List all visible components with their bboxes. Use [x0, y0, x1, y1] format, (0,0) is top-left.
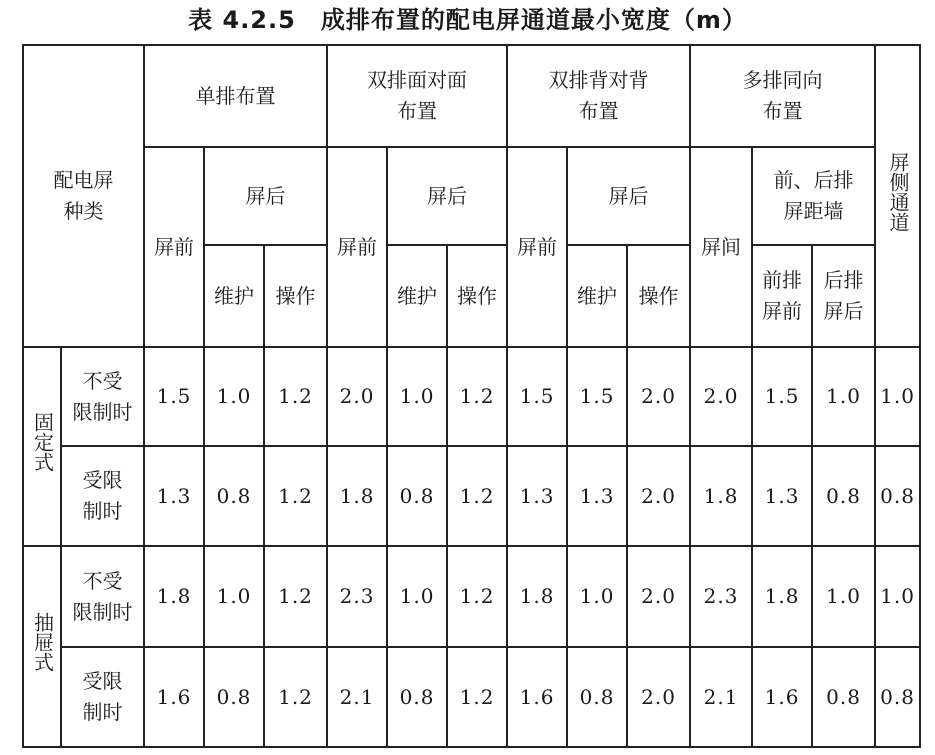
- value-cell: 1.8: [144, 546, 204, 647]
- value-cell: 0.8: [204, 446, 264, 546]
- value-cell: 1.3: [144, 446, 204, 546]
- header-group-back-to-back: [507, 45, 690, 147]
- value-cell: 1.0: [387, 546, 447, 647]
- value-cell: 1.0: [812, 347, 875, 446]
- value-cell: 1.2: [447, 546, 507, 647]
- condition-label: 受限 制时: [82, 669, 123, 724]
- value-cell: 1.5: [567, 347, 627, 446]
- category-label: 抽屉式: [30, 612, 55, 672]
- value-cell: 0.8: [567, 647, 627, 747]
- value-cell: 1.3: [507, 446, 567, 546]
- value-cell: 2.3: [327, 546, 387, 647]
- value-cell: 2.0: [327, 347, 387, 446]
- value-cell: 1.2: [447, 446, 507, 546]
- table-row: [23, 647, 920, 747]
- header-front-label: 屏前: [337, 234, 378, 259]
- condition-label: 不受 限制时: [72, 568, 133, 624]
- value-cell: 1.0: [204, 347, 264, 446]
- value-cell: 1.8: [752, 546, 812, 647]
- table-row: [23, 546, 920, 647]
- value-cell: 1.3: [752, 446, 812, 546]
- condition-cell: [61, 347, 144, 446]
- value-cell: 0.8: [812, 446, 875, 546]
- value-cell: 1.5: [144, 347, 204, 446]
- value-cell: 1.5: [752, 347, 812, 446]
- header-group-label: 双排面对面 布置: [367, 68, 468, 123]
- header-operate: [447, 245, 507, 347]
- table-row: [23, 446, 920, 546]
- header-group-multi-row: [690, 45, 875, 147]
- value-cell: 1.8: [507, 546, 567, 647]
- value-cell: 2.0: [627, 647, 690, 747]
- header-wall-distance: [752, 147, 875, 245]
- header-operate: [627, 245, 690, 347]
- value-cell: 1.0: [387, 347, 447, 446]
- value-cell: 1.0: [204, 546, 264, 647]
- value-cell: 1.6: [507, 647, 567, 747]
- value-cell: 1.0: [812, 546, 875, 647]
- header-front-label: 屏前: [517, 234, 558, 259]
- header-maintain-label: 维护: [397, 283, 438, 308]
- value-cell: 1.6: [752, 647, 812, 747]
- category-label: 固定式: [30, 412, 55, 472]
- header-side-channel: [875, 45, 920, 347]
- header-maintain-label: 维护: [577, 283, 618, 308]
- header-operate-label: 操作: [457, 283, 498, 308]
- header-wall-distance-label: 前、后排 屏距墙: [773, 168, 854, 223]
- value-cell: 0.8: [812, 647, 875, 747]
- value-cell: 1.2: [264, 647, 327, 747]
- value-cell: 0.8: [387, 647, 447, 747]
- value-cell: 1.8: [327, 446, 387, 546]
- value-cell: 2.0: [690, 347, 752, 446]
- value-cell: 2.1: [690, 647, 752, 747]
- value-cell: 0.8: [387, 446, 447, 546]
- condition-label: 受限 制时: [82, 468, 123, 523]
- header-back-label: 屏后: [608, 183, 649, 208]
- header-maintain: [387, 245, 447, 347]
- value-cell: 1.3: [567, 446, 627, 546]
- table-title: 表 4.2.5 成排布置的配电屏通道最小宽度（m）: [188, 6, 747, 34]
- condition-label: 不受 限制时: [72, 368, 133, 424]
- condition-cell: [61, 546, 144, 647]
- header-back-label: 屏后: [245, 183, 286, 208]
- value-cell: 1.6: [144, 647, 204, 747]
- value-cell: 0.8: [875, 446, 920, 546]
- header-front: [144, 147, 204, 347]
- value-cell: 1.2: [447, 647, 507, 747]
- value-cell: 1.2: [264, 546, 327, 647]
- value-cell: 2.0: [627, 347, 690, 446]
- header-front-row-front: [752, 245, 812, 347]
- header-rear-row-back: [812, 245, 875, 347]
- header-group-label: 单排布置: [195, 83, 276, 108]
- header-back: [204, 147, 327, 245]
- value-cell: 2.0: [627, 546, 690, 647]
- header-side-channel-label: 屏侧通道: [886, 151, 911, 232]
- value-cell: 0.8: [204, 647, 264, 747]
- value-cell: 2.1: [327, 647, 387, 747]
- header-panel-type: [23, 45, 144, 347]
- value-cell: 1.2: [264, 347, 327, 446]
- header-maintain: [204, 245, 264, 347]
- header-rear-row-back-label: 后排 屏后: [823, 268, 864, 323]
- value-cell: 2.3: [690, 546, 752, 647]
- value-cell: 1.2: [447, 347, 507, 446]
- header-back-label: 屏后: [427, 183, 468, 208]
- header-group-face-to-face: [327, 45, 507, 147]
- condition-cell: [61, 446, 144, 546]
- header-operate: [264, 245, 327, 347]
- value-cell: 1.0: [567, 546, 627, 647]
- header-back: [567, 147, 690, 245]
- header-between-label: 屏间: [701, 234, 742, 259]
- header-front-row-front-label: 前排 屏前: [762, 268, 803, 323]
- header-front: [327, 147, 387, 347]
- header-group-label: 多排同向 布置: [742, 68, 823, 123]
- value-cell: 1.5: [507, 347, 567, 446]
- aisle-width-table: [22, 44, 921, 748]
- category-drawer: [23, 546, 61, 747]
- header-group-label: 双排背对背 布置: [548, 68, 649, 123]
- value-cell: 2.0: [627, 446, 690, 546]
- header-front-label: 屏前: [154, 234, 194, 259]
- category-fixed: [23, 347, 61, 546]
- table-row: [23, 347, 920, 446]
- condition-cell: [61, 647, 144, 747]
- header-maintain-label: 维护: [214, 283, 254, 308]
- header-panel-type-label: 配电屏 种类: [53, 168, 114, 223]
- value-cell: 1.8: [690, 446, 752, 546]
- header-operate-label: 操作: [275, 283, 316, 308]
- header-maintain: [567, 245, 627, 347]
- value-cell: 1.0: [875, 546, 920, 647]
- value-cell: 1.2: [264, 446, 327, 546]
- header-operate-label: 操作: [638, 283, 679, 308]
- header-between: [690, 147, 752, 347]
- header-front: [507, 147, 567, 347]
- header-back: [387, 147, 507, 245]
- value-cell: 1.0: [875, 347, 920, 446]
- value-cell: 0.8: [875, 647, 920, 747]
- header-group-single-row: [144, 45, 327, 147]
